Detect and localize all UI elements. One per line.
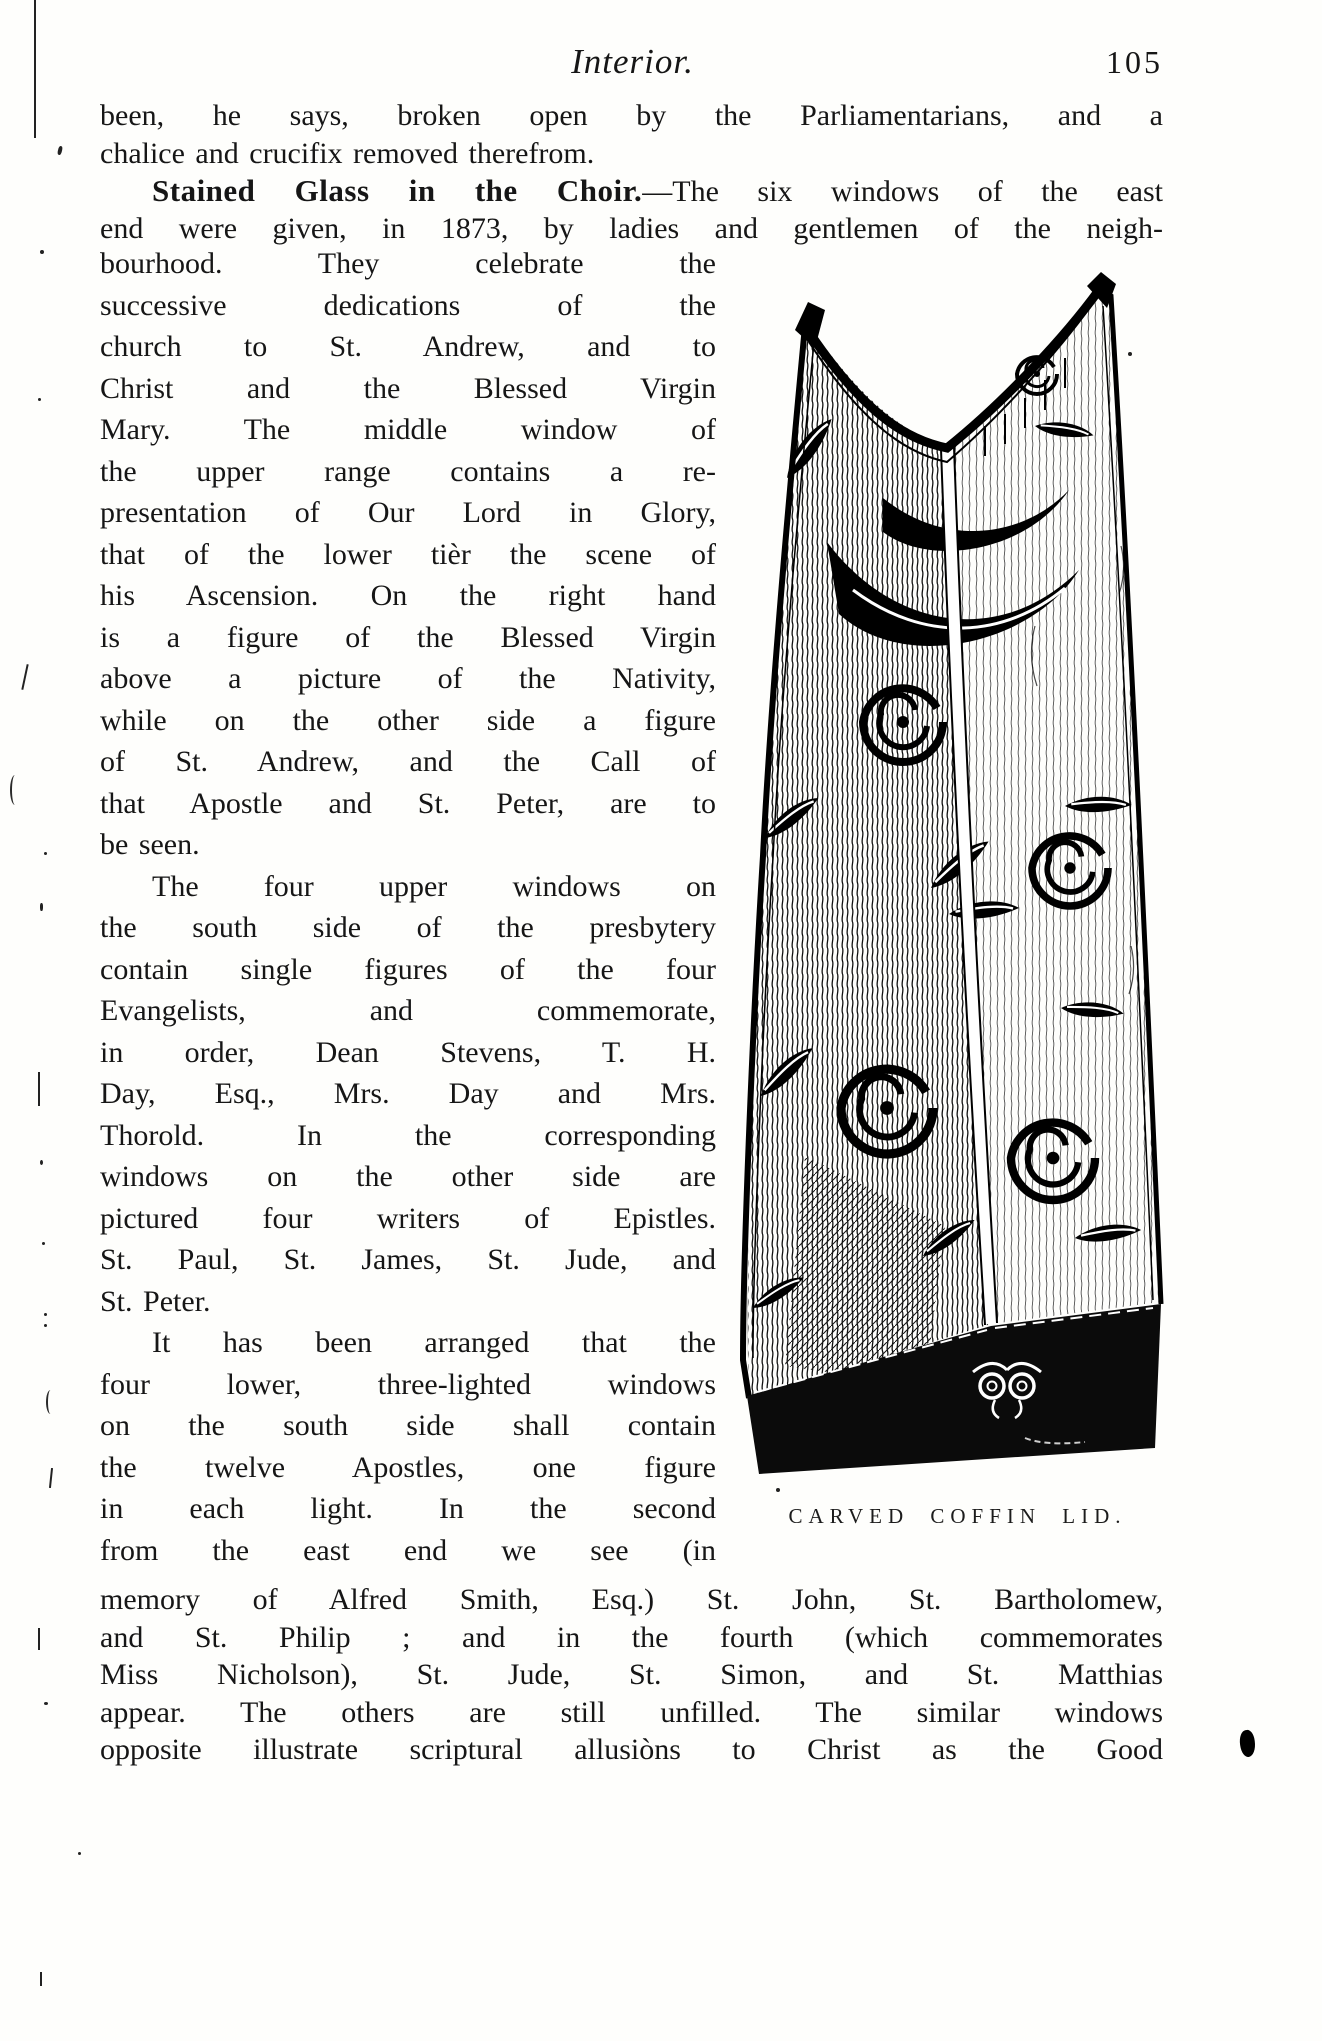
text-line: It has been arranged that the	[152, 1326, 716, 1359]
ink-speck	[40, 903, 43, 911]
ink-speck	[44, 852, 47, 855]
text-line: Mary. The middle window of	[100, 413, 716, 446]
text-line: above a picture of the Nativity,	[100, 662, 716, 695]
text-line: Miss Nicholson), St. Jude, St. Simon, and St. Matthias	[100, 1658, 1163, 1692]
margin-mark	[38, 1072, 40, 1106]
ink-speck	[44, 1313, 47, 1316]
text-line: four lower, three-lighted windows	[100, 1367, 716, 1401]
text-line: the upper range contains a re-	[100, 454, 716, 488]
margin-mark	[10, 775, 20, 805]
running-header: Interior.	[571, 42, 694, 81]
ink-speck	[42, 1242, 45, 1245]
text-line: opposite illustrate scriptural allusiòns to Christ as the Good	[100, 1733, 1163, 1767]
text-line: been, he says, broken open by the Parliamentarians, and a	[100, 99, 1163, 132]
text-line: the south side of the presbytery	[100, 911, 716, 944]
text-line: Stained Glass in the Choir.—The six windows of the east	[152, 173, 1163, 208]
text-line: contain single figures of the four	[100, 952, 716, 986]
carved-coffin-lid-illustration	[735, 246, 1170, 1486]
text-line: end were given, in 1873, by ladies and gentlemen of the neigh-	[100, 211, 1163, 245]
text-line: Day, Esq., Mrs. Day and Mrs.	[100, 1077, 716, 1110]
text-line: Evangelists, and commemorate,	[100, 994, 716, 1027]
ink-speck	[44, 1702, 48, 1705]
ink-speck	[1128, 352, 1132, 356]
text-line: is a figure of the Blessed Virgin	[100, 620, 716, 654]
margin-mark	[40, 1972, 42, 1986]
text-line: the twelve Apostles, one figure	[100, 1450, 716, 1484]
bold-lead-in: Stained Glass in the Choir.	[152, 173, 643, 208]
text-line: that of the lower tièr the scene of	[100, 537, 716, 571]
text-line: Thorold. In the corresponding	[100, 1118, 716, 1152]
text-line: St. Paul, St. James, St. Jude, and	[100, 1243, 716, 1276]
text-line: his Ascension. On the right hand	[100, 579, 716, 612]
text-line: and St. Philip ; and in the fourth (which commemorates	[100, 1620, 1163, 1654]
text-line: pictured four writers of Epistles.	[100, 1201, 716, 1235]
margin-mark	[38, 1628, 40, 1650]
margin-mark	[34, 0, 36, 138]
ink-blot	[1238, 1729, 1257, 1758]
text-line: on the south side shall contain	[100, 1409, 716, 1442]
margin-mark	[46, 1390, 55, 1414]
text-line: presentation of Our Lord in Glory,	[100, 496, 716, 529]
text-line: memory of Alfred Smith, Esq.) St. John, St. Bartholomew,	[100, 1583, 1163, 1616]
ink-speck	[57, 146, 63, 156]
left-column-block	[100, 243, 716, 1571]
text-line: St. Peter.	[100, 1284, 211, 1318]
margin-mark	[49, 1468, 53, 1488]
ink-speck	[776, 1488, 780, 1492]
figure-carved-coffin-lid	[735, 246, 1170, 1486]
text-line: appear. The others are still unfilled. The similar windows	[100, 1695, 1163, 1729]
text-line: bourhood. They celebrate the	[100, 247, 716, 280]
text-line: from the east end we see (in	[100, 1533, 716, 1567]
ink-speck	[38, 398, 41, 401]
figure-caption: CARVED COFFIN LID.	[788, 1504, 1127, 1528]
ink-speck	[40, 250, 44, 254]
text-line: be seen.	[100, 828, 200, 861]
text-line: that Apostle and St. Peter, are to	[100, 786, 716, 820]
margin-mark	[21, 664, 28, 690]
text-line: church to St. Andrew, and to	[100, 330, 716, 363]
text-line: while on the other side a figure	[100, 703, 716, 737]
top-paragraph-block	[100, 97, 1163, 247]
text-line: windows on the other side are	[100, 1160, 716, 1193]
page-number: 105	[1106, 44, 1163, 80]
bottom-paragraph-block	[100, 1581, 1163, 1769]
text-line: in order, Dean Stevens, T. H.	[100, 1035, 716, 1069]
text-line: chalice and crucifix removed therefrom.	[100, 136, 595, 170]
text-line: The four upper windows on	[152, 869, 716, 903]
text-line: Christ and the Blessed Virgin	[100, 371, 716, 405]
ink-speck	[78, 1852, 81, 1855]
text-line: successive dedications of the	[100, 288, 716, 322]
page-header	[100, 42, 1165, 92]
ink-speck	[44, 1324, 47, 1327]
text-line: of St. Andrew, and the Call of	[100, 745, 716, 778]
ink-speck	[40, 1160, 43, 1165]
text-line: in each light. In the second	[100, 1492, 716, 1525]
